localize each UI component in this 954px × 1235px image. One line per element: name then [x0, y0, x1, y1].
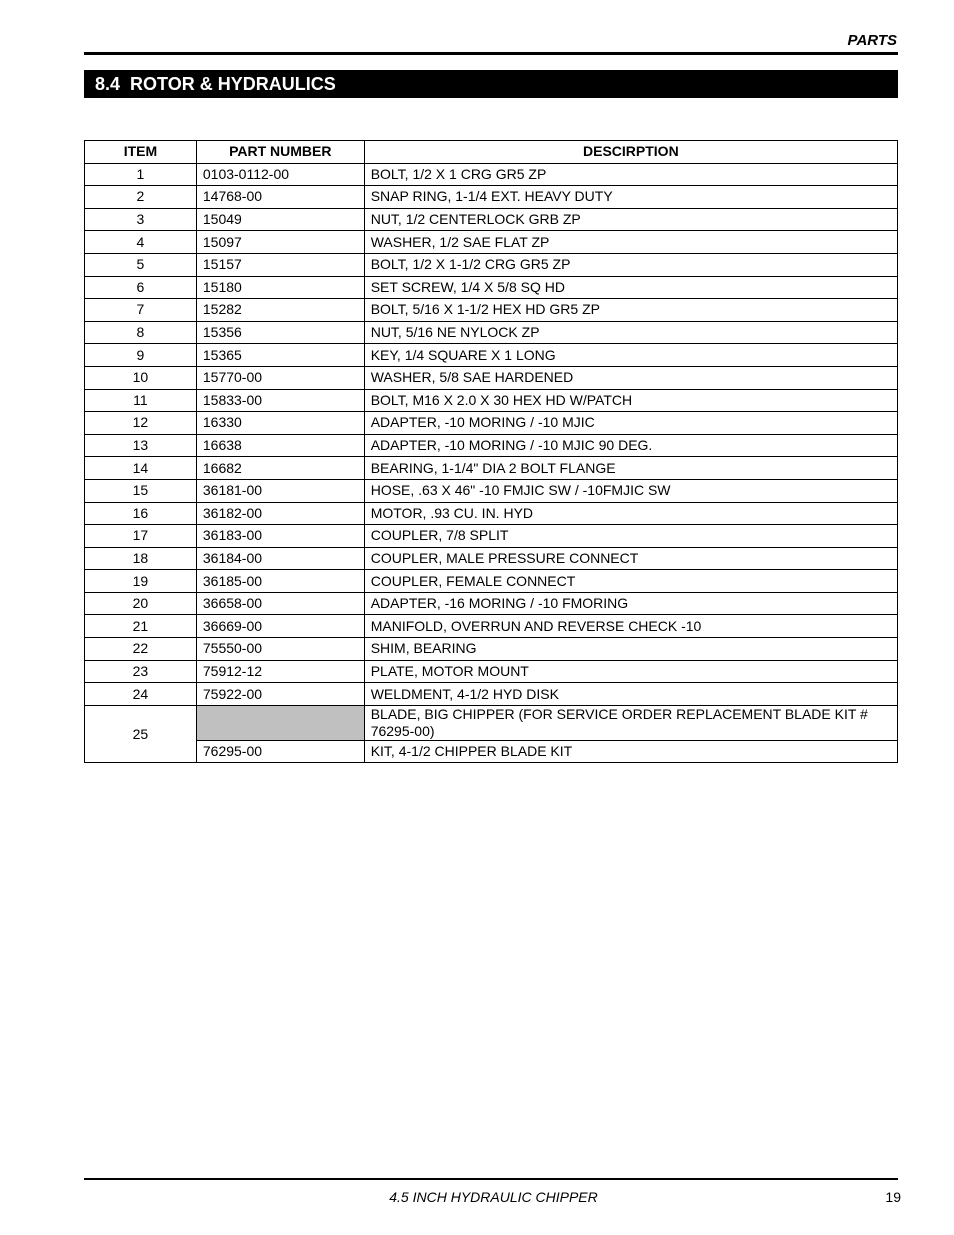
- part-number-cell: 15365: [196, 344, 364, 367]
- item-number-cell: 16: [85, 502, 197, 525]
- part-number-cell: 15180: [196, 276, 364, 299]
- part-number-cell: 15157: [196, 253, 364, 276]
- part-number-cell: 15770-00: [196, 366, 364, 389]
- table-row: [85, 502, 898, 525]
- description-cell: COUPLER, MALE PRESSURE CONNECT: [364, 547, 897, 570]
- part-number-cell: 76295-00: [196, 740, 364, 763]
- description-cell: PLATE, MOTOR MOUNT: [364, 660, 897, 683]
- part-number-cell: 15097: [196, 231, 364, 254]
- part-number-cell: 75922-00: [196, 683, 364, 706]
- table-row: [85, 638, 898, 661]
- item-number-cell: 15: [85, 479, 197, 502]
- table-row: [85, 525, 898, 548]
- table-row-item-25-blade: [85, 705, 898, 740]
- description-cell: MANIFOLD, OVERRUN AND REVERSE CHECK -10: [364, 615, 897, 638]
- part-number-cell: 36184-00: [196, 547, 364, 570]
- description-cell: BOLT, M16 X 2.0 X 30 HEX HD W/PATCH: [364, 389, 897, 412]
- part-number-cell: 36183-00: [196, 525, 364, 548]
- item-number-cell: 7: [85, 299, 197, 322]
- table-row: [85, 163, 898, 186]
- table-row: [85, 321, 898, 344]
- description-cell: WELDMENT, 4-1/2 HYD DISK: [364, 683, 897, 706]
- item-number-cell: 8: [85, 321, 197, 344]
- table-row: [85, 683, 898, 706]
- item-number-cell: 2: [85, 186, 197, 209]
- part-number-cell: 36182-00: [196, 502, 364, 525]
- part-number-cell: 75912-12: [196, 660, 364, 683]
- header-rule: [84, 52, 898, 55]
- footer-title: 4.5 INCH HYDRAULIC CHIPPER: [389, 1189, 598, 1205]
- item-number-cell: 5: [85, 253, 197, 276]
- part-number-cell: 36669-00: [196, 615, 364, 638]
- description-cell: WASHER, 1/2 SAE FLAT ZP: [364, 231, 897, 254]
- item-number-cell: 10: [85, 366, 197, 389]
- description-cell: BOLT, 1/2 X 1 CRG GR5 ZP: [364, 163, 897, 186]
- description-cell: ADAPTER, -10 MORING / -10 MJIC 90 DEG.: [364, 434, 897, 457]
- column-header-item: ITEM: [85, 141, 197, 164]
- description-cell: MOTOR, .93 CU. IN. HYD: [364, 502, 897, 525]
- description-cell: KIT, 4-1/2 CHIPPER BLADE KIT: [364, 740, 897, 763]
- table-row: [85, 412, 898, 435]
- description-cell: HOSE, .63 X 46" -10 FMJIC SW / -10FMJIC SW: [364, 479, 897, 502]
- part-number-cell: 15049: [196, 208, 364, 231]
- description-cell: BEARING, 1-1/4" DIA 2 BOLT FLANGE: [364, 457, 897, 480]
- part-number-cell: 15356: [196, 321, 364, 344]
- item-number-cell: 25: [85, 705, 197, 763]
- table-row: [85, 457, 898, 480]
- table-row: [85, 231, 898, 254]
- table-row: [85, 253, 898, 276]
- item-number-cell: 9: [85, 344, 197, 367]
- description-cell: SHIM, BEARING: [364, 638, 897, 661]
- description-cell: ADAPTER, -10 MORING / -10 MJIC: [364, 412, 897, 435]
- table-row: [85, 208, 898, 231]
- description-cell: BOLT, 5/16 X 1-1/2 HEX HD GR5 ZP: [364, 299, 897, 322]
- item-number-cell: 20: [85, 592, 197, 615]
- item-number-cell: 13: [85, 434, 197, 457]
- table-row: [85, 276, 898, 299]
- item-number-cell: 24: [85, 683, 197, 706]
- description-cell: BOLT, 1/2 X 1-1/2 CRG GR5 ZP: [364, 253, 897, 276]
- item-number-cell: 11: [85, 389, 197, 412]
- part-number-cell: 16638: [196, 434, 364, 457]
- table-row: [85, 592, 898, 615]
- parts-table: [84, 140, 898, 763]
- item-number-cell: 3: [85, 208, 197, 231]
- part-number-cell: 0103-0112-00: [196, 163, 364, 186]
- section-title: 8.4 ROTOR & HYDRAULICS: [84, 70, 898, 98]
- item-number-cell: 21: [85, 615, 197, 638]
- item-number-cell: 12: [85, 412, 197, 435]
- header-section-label: PARTS: [847, 32, 897, 49]
- part-number-cell-blank: [196, 705, 364, 740]
- column-header-description: DESCIRPTION: [364, 141, 897, 164]
- part-number-cell: 36181-00: [196, 479, 364, 502]
- table-row: [85, 434, 898, 457]
- description-cell: COUPLER, FEMALE CONNECT: [364, 570, 897, 593]
- parts-table-body: [85, 163, 898, 763]
- item-number-cell: 22: [85, 638, 197, 661]
- table-row-item-25-kit: [85, 740, 898, 763]
- description-cell: NUT, 1/2 CENTERLOCK GRB ZP: [364, 208, 897, 231]
- description-cell: ADAPTER, -16 MORING / -10 FMORING: [364, 592, 897, 615]
- part-number-cell: 36658-00: [196, 592, 364, 615]
- item-number-cell: 6: [85, 276, 197, 299]
- table-row: [85, 389, 898, 412]
- description-cell: KEY, 1/4 SQUARE X 1 LONG: [364, 344, 897, 367]
- description-cell: NUT, 5/16 NE NYLOCK ZP: [364, 321, 897, 344]
- item-number-cell: 1: [85, 163, 197, 186]
- item-number-cell: 23: [85, 660, 197, 683]
- table-row: [85, 186, 898, 209]
- table-row: [85, 479, 898, 502]
- part-number-cell: 16682: [196, 457, 364, 480]
- table-row: [85, 615, 898, 638]
- page-number: 19: [885, 1189, 901, 1205]
- description-cell: WASHER, 5/8 SAE HARDENED: [364, 366, 897, 389]
- table-row: [85, 344, 898, 367]
- part-number-cell: 15833-00: [196, 389, 364, 412]
- table-row: [85, 366, 898, 389]
- description-cell: SET SCREW, 1/4 X 5/8 SQ HD: [364, 276, 897, 299]
- table-row: [85, 570, 898, 593]
- table-row: [85, 299, 898, 322]
- part-number-cell: 36185-00: [196, 570, 364, 593]
- description-cell: COUPLER, 7/8 SPLIT: [364, 525, 897, 548]
- item-number-cell: 14: [85, 457, 197, 480]
- footer-rule: [84, 1178, 898, 1180]
- table-row: [85, 547, 898, 570]
- part-number-cell: 14768-00: [196, 186, 364, 209]
- description-cell: BLADE, BIG CHIPPER (FOR SERVICE ORDER REPLACEMENT BLADE KIT # 76295-00): [364, 705, 897, 740]
- description-cell: SNAP RING, 1-1/4 EXT. HEAVY DUTY: [364, 186, 897, 209]
- part-number-cell: 15282: [196, 299, 364, 322]
- item-number-cell: 19: [85, 570, 197, 593]
- item-number-cell: 18: [85, 547, 197, 570]
- part-number-cell: 75550-00: [196, 638, 364, 661]
- table-header-row: [85, 141, 898, 164]
- table-row: [85, 660, 898, 683]
- item-number-cell: 17: [85, 525, 197, 548]
- item-number-cell: 4: [85, 231, 197, 254]
- part-number-cell: 16330: [196, 412, 364, 435]
- column-header-part-number: PART NUMBER: [196, 141, 364, 164]
